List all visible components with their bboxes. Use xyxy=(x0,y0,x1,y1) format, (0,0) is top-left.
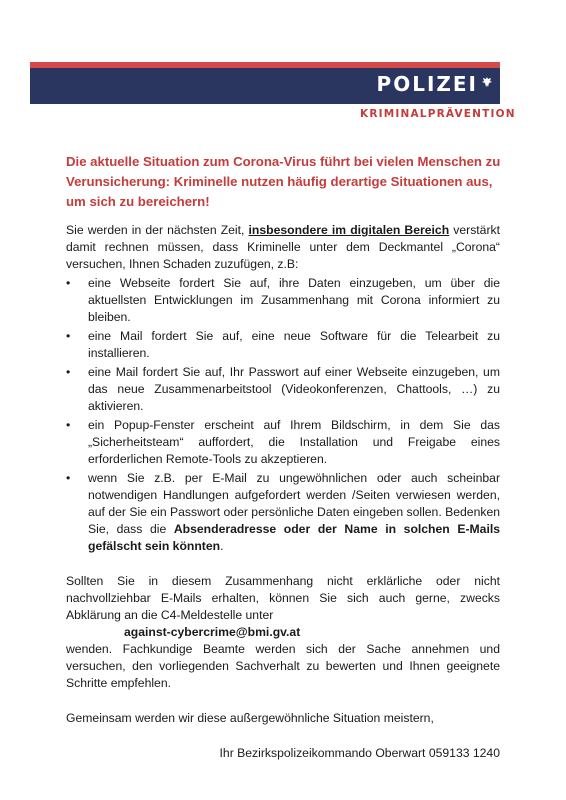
list-item-text: eine Mail fordert Sie auf, Ihr Passwort auf einer Webseite einzugeben, um das neue Zusammenarbeitstool (Videokonferenzen, Chattools, …) zu aktivieren. xyxy=(88,365,500,413)
kriminalpraevention-label: KRIMINALPRÄVENTION xyxy=(360,108,516,120)
contact-email: against-cybercrime@bmi.gv.at xyxy=(124,625,301,639)
bullet-icon: • xyxy=(66,329,71,343)
contact-paragraph: Sollten Sie in diesem Zusammenhang nicht erklärliche oder nicht nachvollziehbar E-Mails erhalten, können Sie sich auch gerne, zwecks Abklärung an die C4-Meldestelle unter xyxy=(66,574,500,622)
intro-underlined: insbesondere im digitalen Bereich xyxy=(248,223,450,237)
scam-examples-list xyxy=(66,275,500,555)
signature: Ihr Bezirkspolizeikommando Oberwart 059133 1240 xyxy=(219,746,500,760)
bullet-icon: • xyxy=(66,276,71,290)
list-item-end: . xyxy=(220,539,224,553)
list-item xyxy=(66,470,500,555)
intro-text-1: Sie werden in der nächsten Zeit, xyxy=(66,223,249,237)
list-item xyxy=(66,328,500,362)
list-item xyxy=(66,364,500,415)
polizei-logo-text: POLIZEI xyxy=(376,72,478,96)
list-item xyxy=(66,275,500,326)
police-banner xyxy=(30,62,500,104)
bullet-icon: • xyxy=(66,365,71,379)
letter-body xyxy=(66,222,500,762)
list-item-bold: Absenderadresse oder der Name in solchen E-Mails gefälscht sein könnten xyxy=(88,522,501,553)
intro-text-2: verstärkt damit rechnen müssen, dass Kriminelle unter dem Deckmantel „Corona“ versuchen, Ihnen Schaden zuzufügen, z.B: xyxy=(66,223,500,271)
bullet-icon: • xyxy=(66,418,71,432)
list-item-text: eine Mail fordert Sie auf, eine neue Software für die Telearbeit zu installieren. xyxy=(88,329,500,360)
eagle-emblem-icon xyxy=(482,76,492,88)
intro-paragraph xyxy=(66,222,500,273)
bullet-icon: • xyxy=(66,471,71,485)
list-item-text: eine Webseite fordert Sie auf, ihre Daten einzugeben, um über die aktuellsten Entwicklungen im Zusammenhang mit Corona informiert zu bleiben. xyxy=(88,276,500,324)
followup-paragraph: wenden. Fachkundige Beamte werden sich der Sache annehmen und versuchen, den vorliegenden Sachverhalt zu bewerten und Ihnen geeignete Schritte empfehlen. xyxy=(66,642,500,690)
closing-line: Gemeinsam werden wir diese außergewöhnliche Situation meistern, xyxy=(66,711,434,725)
headline: Die aktuelle Situation zum Corona-Virus führt bei vielen Menschen zu Verunsicherung: Kriminelle nutzen häufig derartige Situationen aus, um sich zu bereichern! xyxy=(66,154,501,209)
list-item-text: ein Popup-Fenster erscheint auf Ihrem Bildschirm, in dem Sie das „Sicherheitsteam“ auffordert, die Installation und Freigabe eines erforderlichen Remote-Tools zu akzeptieren. xyxy=(88,418,500,466)
list-item xyxy=(66,417,500,468)
list-item-text: wenn Sie z.B. per E-Mail zu ungewöhnlichen oder auch scheinbar notwendigen Handlungen aufgefordert werden /Seiten verwiesen werden, auf der Sie ein Passwort oder persönliche Daten eingeben sollen. Bedenken Sie, dass die xyxy=(88,471,500,536)
banner-red-stripe xyxy=(30,62,500,68)
